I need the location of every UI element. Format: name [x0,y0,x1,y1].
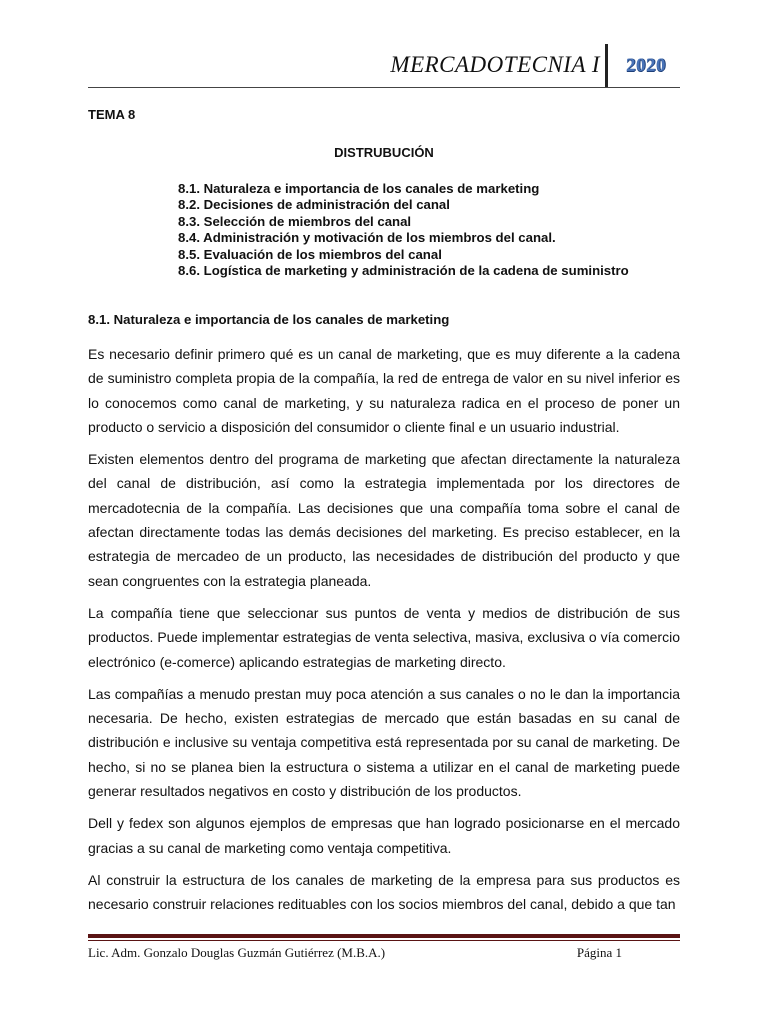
toc-item: 8.3. Selección de miembros del canal [178,213,412,229]
page-header [88,50,680,88]
toc-item: 8.5. Evaluación de los miembros del canal [178,246,442,262]
page-number: Página 1 [576,945,622,960]
section-heading: 8.1. Naturaleza e importancia de los canales de marketing [88,312,450,327]
topic-label: TEMA 8 [88,107,136,122]
header-year: 2020 [626,55,666,76]
page-title: DISTRUBUCIÓN [334,145,434,160]
header-title: MERCADOTECNIA I [390,52,600,77]
table-of-contents [178,181,629,279]
paragraph: Las compañías a menudo prestan muy poca atención a sus canales o no le dan la importancia necesaria. De hecho, existen estrategias de mercado que están basadas en su canal de distribución e inclusive su ventaja competitiva está representada por su canal de marketing. De hecho, si no se planea bien la estructura o sistema a utilizar en el canal de marketing puede generar resultados negativos en costo y distribución de los productos. [88,685,680,800]
page-footer [88,934,680,974]
footer-author: Lic. Adm. Gonzalo Douglas Guzmán Gutiérrez (M.B.A.) [88,945,386,960]
toc-item: 8.2. Decisiones de administración del canal [178,197,450,213]
paragraph: Existen elementos dentro del programa de marketing que afectan directamente la naturaleza del canal de distribución, así como la estrategia implementada por los directores de mercadotecnia de la compañía. Las decisiones que una compañía toma sobre el canal de afectan directamente todas las demás decisiones del marketing. Es preciso establecer, en la estrategia de mercadeo de un producto, las necesidades de distribución del producto y que sean congruentes con la estrategia planeada. [88,451,680,589]
footer-rule [88,934,680,938]
paragraph: La compañía tiene que seleccionar sus puntos de venta y medios de distribución de sus productos. Puede implementar estrategias de venta selectiva, masiva, exclusiva o vía comercio electrónico (e-comerce) aplicando estrategias de marketing directo. [88,604,680,670]
header-rule [88,87,680,88]
paragraph: Dell y fedex son algunos ejemplos de empresas que han logrado posicionarse en el mercado gracias a su canal de marketing como ventaja competitiva. [88,815,680,856]
toc-item: 8.6. Logística de marketing y administración de la cadena de suministro [178,263,629,279]
toc-item: 8.1. Naturaleza e importancia de los canales de marketing [178,181,540,196]
paragraph: Al construir la estructura de los canales de marketing de la empresa para sus productos es necesario construir relaciones redituables con los socios miembros del canal, debido a que tan [88,871,680,913]
toc-item: 8.4. Administración y motivación de los miembros del canal. [178,230,556,246]
header-divider [605,44,608,88]
footer-rule-thin [88,940,680,941]
body-text [88,342,680,925]
paragraph: Es necesario definir primero qué es un canal de marketing, que es muy diferente a la cadena de suministro completa propia de la compañía, la red de entrega de valor en su nivel inferior es lo conocemos como canal de marketing, y su naturaleza radica en el proceso de poner un producto o servicio a disposición del consumidor o cliente final e un usuario industrial. [88,346,680,435]
